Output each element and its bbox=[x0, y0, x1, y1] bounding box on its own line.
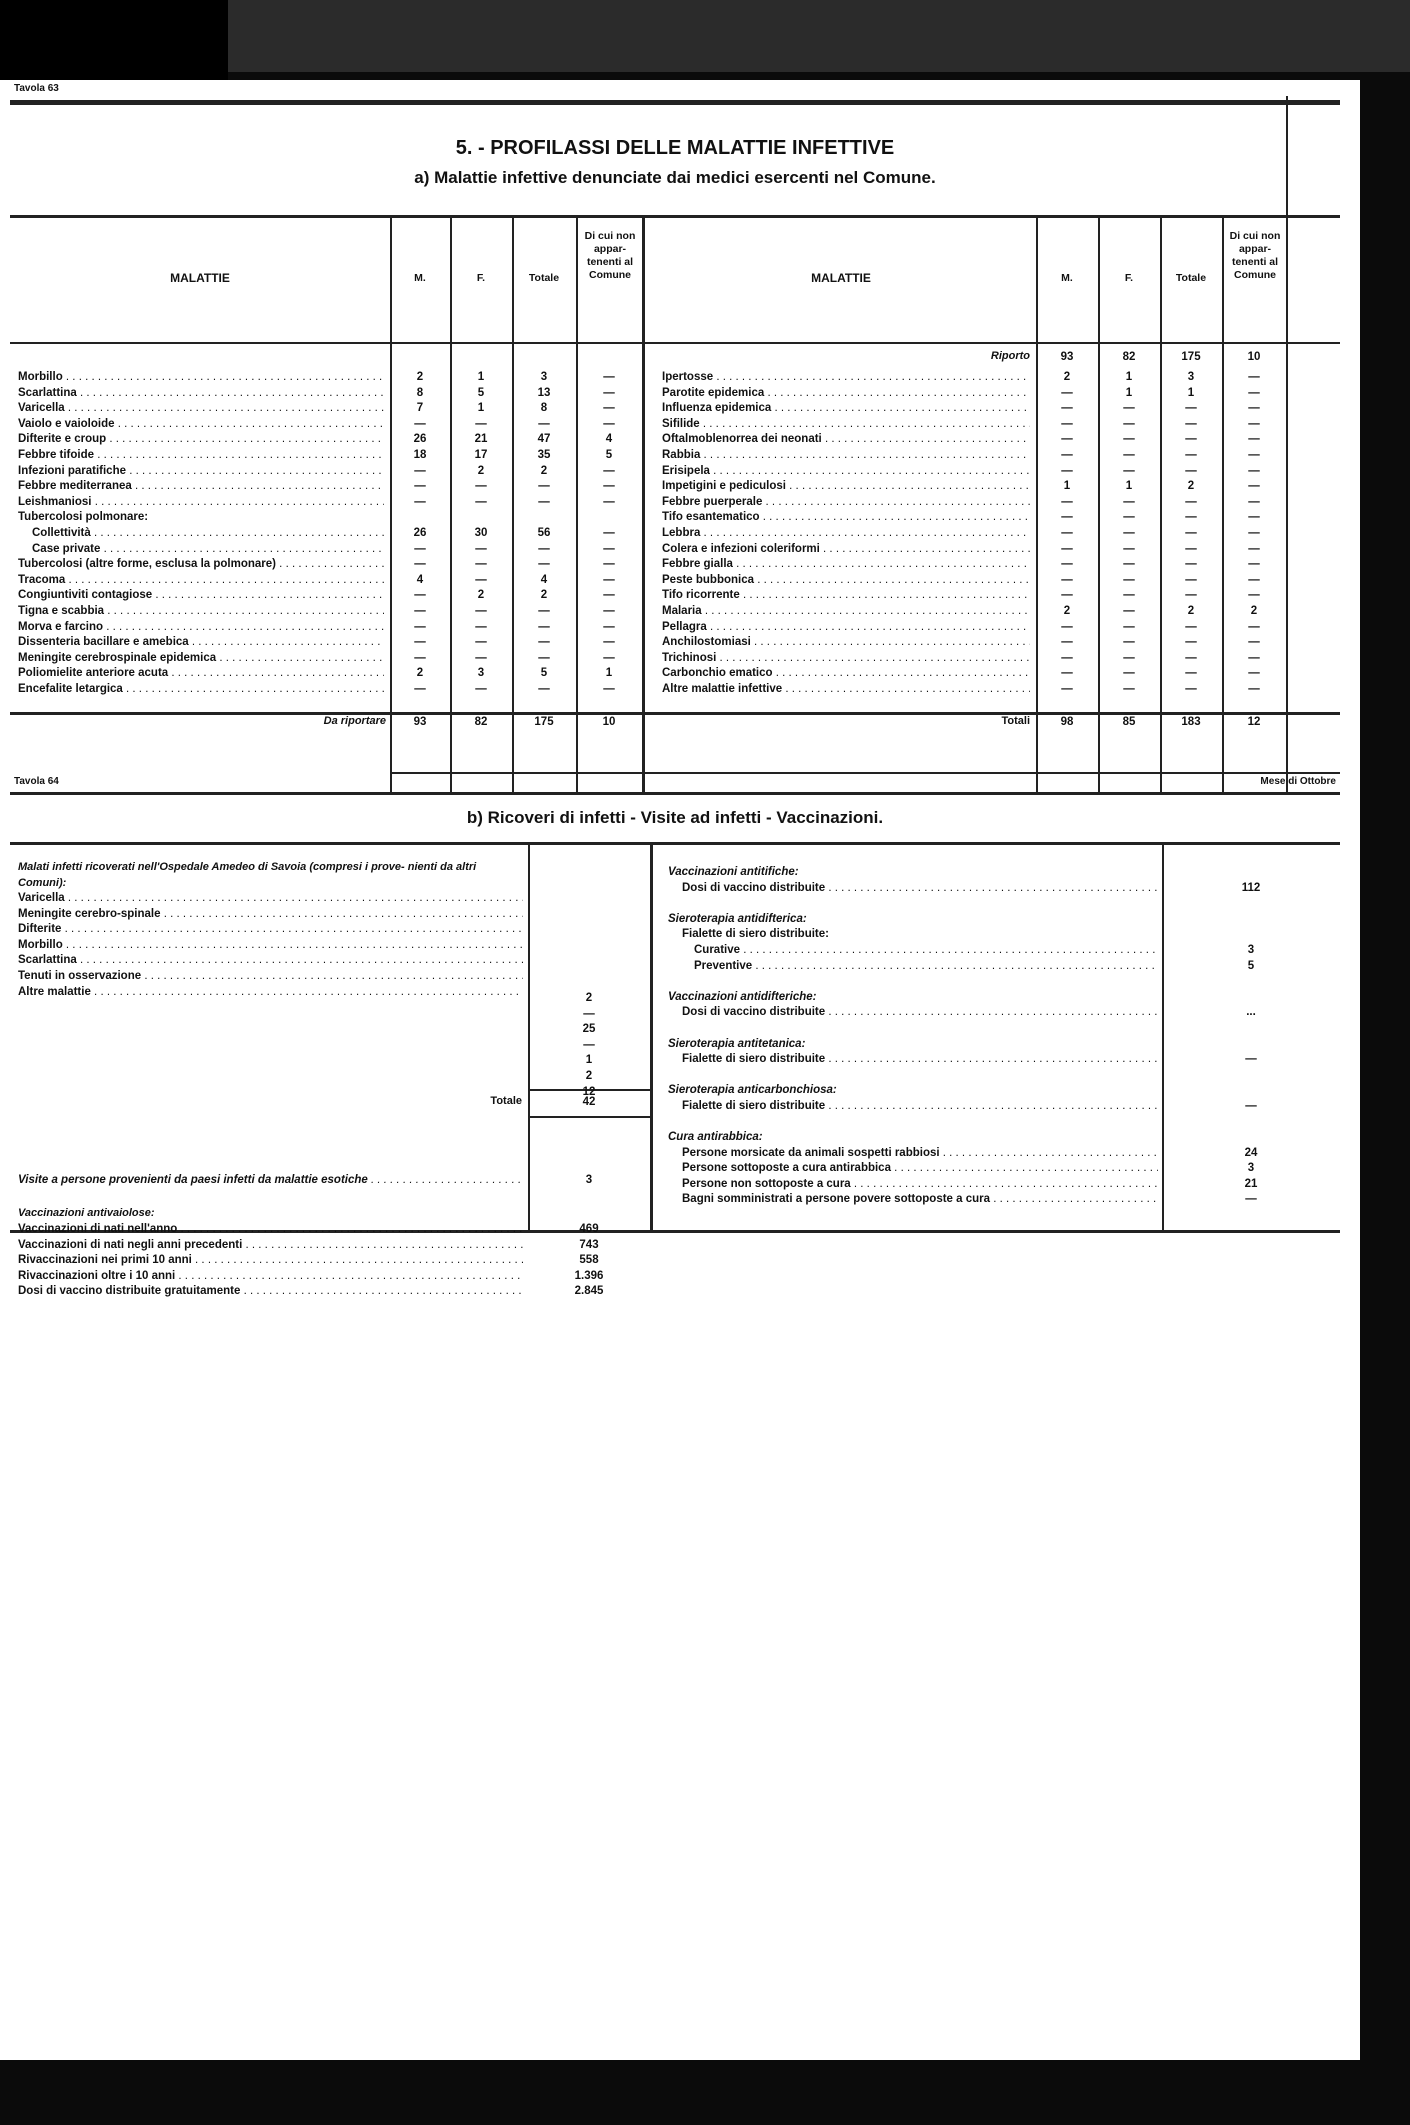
row-label: Altre malattie . . . bbox=[18, 985, 523, 1001]
cell: — bbox=[1061, 417, 1073, 430]
cell: 1 bbox=[1125, 371, 1133, 383]
cell: — bbox=[1185, 433, 1197, 446]
row-label: Erisipela . . . bbox=[662, 464, 1030, 480]
cell: — bbox=[1061, 667, 1073, 680]
cell: — bbox=[1061, 651, 1073, 664]
cell: — bbox=[414, 589, 426, 602]
cell: 30 bbox=[474, 526, 488, 539]
cell: — bbox=[1185, 651, 1197, 664]
cell: 2 bbox=[585, 992, 593, 1004]
cell: — bbox=[538, 542, 550, 555]
cell: — bbox=[583, 1038, 595, 1051]
cell: — bbox=[1245, 1099, 1257, 1112]
cell: — bbox=[1185, 573, 1197, 586]
row-label: Sifilide . . . bbox=[662, 417, 1030, 433]
row-label: Febbre puerperale . . . bbox=[662, 495, 1030, 511]
row-label: Varicella . . . bbox=[18, 891, 523, 907]
row-label: Anchilostomiasi . . . bbox=[662, 635, 1030, 651]
cell: 5 bbox=[477, 386, 485, 399]
tavola-63-label: Tavola 63 bbox=[14, 83, 59, 94]
row-label: Carbonchio ematico . . . bbox=[662, 666, 1030, 682]
row-label: Persone morsicate da animali sospetti rabbiosi . . . bbox=[668, 1146, 1158, 1162]
cell: — bbox=[475, 417, 487, 430]
cell: — bbox=[414, 682, 426, 695]
header-dicui-left: Di cui non appar- tenenti al Comune bbox=[584, 230, 636, 281]
cell: — bbox=[1185, 464, 1197, 477]
cell: 2 bbox=[1250, 604, 1258, 617]
cell: — bbox=[475, 480, 487, 493]
cell: 2 bbox=[540, 464, 548, 477]
header-totale-left: Totale bbox=[528, 272, 560, 284]
row-label: Vaccinazioni di nati negli anni precedenti . . . bbox=[18, 1238, 523, 1254]
cell: — bbox=[1123, 682, 1135, 695]
cell: — bbox=[1248, 620, 1260, 633]
t63-riporto-label: Riporto bbox=[990, 350, 1030, 362]
cell: — bbox=[1123, 448, 1135, 461]
row-label: Malaria . . . bbox=[662, 604, 1030, 620]
row-label: Vaiolo e vaioloide . . . bbox=[18, 417, 384, 433]
row-label: Sieroterapia antitetanica: bbox=[668, 1037, 806, 1050]
cell: — bbox=[1061, 558, 1073, 571]
row-label: Tenuti in osservazione . . . bbox=[18, 969, 523, 985]
row-label: Scarlattina . . . bbox=[18, 386, 384, 402]
row-label: Pellagra . . . bbox=[662, 620, 1030, 636]
cell: — bbox=[475, 604, 487, 617]
cell: 175 bbox=[534, 716, 554, 728]
cell: — bbox=[538, 495, 550, 508]
cell: — bbox=[1061, 620, 1073, 633]
cell: 5 bbox=[540, 667, 548, 680]
cell: — bbox=[1123, 402, 1135, 415]
cell: — bbox=[1061, 682, 1073, 695]
cell: — bbox=[1061, 526, 1073, 539]
cell: — bbox=[1185, 636, 1197, 649]
cell: — bbox=[603, 651, 615, 664]
cell: — bbox=[1248, 526, 1260, 539]
row-label: Vaccinazioni antidifteriche: bbox=[668, 990, 817, 1003]
cell: — bbox=[1248, 542, 1260, 555]
cell: — bbox=[1248, 464, 1260, 477]
cell: 1 bbox=[1063, 480, 1071, 493]
cell: 175 bbox=[1181, 351, 1201, 363]
row-label: Fialette di siero distribuite: bbox=[682, 928, 829, 941]
cell: — bbox=[1248, 386, 1260, 399]
cell: — bbox=[1185, 667, 1197, 680]
cell: — bbox=[1061, 542, 1073, 555]
cell: — bbox=[603, 495, 615, 508]
cell: — bbox=[1061, 589, 1073, 602]
cell: 2 bbox=[416, 667, 424, 680]
cell: 3 bbox=[1187, 371, 1195, 383]
row-label: Infezioni paratifiche . . . bbox=[18, 464, 384, 480]
cell: — bbox=[1185, 589, 1197, 602]
cell: 743 bbox=[579, 1238, 599, 1251]
row-label: Sieroterapia anticarbonchiosa: bbox=[668, 1084, 837, 1097]
row-label: Peste bubbonica . . . bbox=[662, 573, 1030, 589]
cell: 10 bbox=[602, 716, 616, 728]
tavola-64-label: Tavola 64 bbox=[14, 776, 59, 787]
cell: — bbox=[475, 682, 487, 695]
cell: 13 bbox=[537, 386, 551, 399]
row-label: Curative . . . bbox=[668, 943, 1158, 959]
cell: — bbox=[414, 558, 426, 571]
row-label: Varicella . . . bbox=[18, 401, 384, 417]
cell: 2 bbox=[416, 371, 424, 383]
t63-totali-label: Totali bbox=[1001, 715, 1030, 727]
cell: 558 bbox=[579, 1254, 599, 1267]
antivaiolose-labels-cont bbox=[18, 1238, 523, 1300]
row-label: Altre malattie infettive . . . bbox=[662, 682, 1030, 698]
row-label: Tifo esantematico . . . bbox=[662, 510, 1030, 526]
cell: 469 bbox=[579, 1223, 599, 1235]
cell: 2 bbox=[585, 1069, 593, 1082]
row-label: Dosi di vaccino distribuite . . . bbox=[668, 1005, 1158, 1021]
cell: 4 bbox=[605, 433, 613, 446]
cell: 1 bbox=[585, 1054, 593, 1067]
cell: 82 bbox=[474, 716, 488, 728]
cell: — bbox=[1123, 417, 1135, 430]
cell: 1.396 bbox=[574, 1269, 604, 1282]
row-label: Febbre mediterranea . . . bbox=[18, 479, 384, 495]
cell: 3 bbox=[477, 667, 485, 680]
cell: — bbox=[603, 464, 615, 477]
antivaiolose-values bbox=[528, 1222, 650, 1300]
cell: 1 bbox=[1125, 480, 1133, 493]
cell: — bbox=[603, 526, 615, 539]
cell: 35 bbox=[537, 448, 551, 461]
cell: — bbox=[475, 495, 487, 508]
row-label: Tubercolosi (altre forme, esclusa la polmonare) . . . bbox=[18, 557, 384, 573]
cell: — bbox=[1248, 371, 1260, 383]
cell: 2 bbox=[1063, 604, 1071, 617]
cell: — bbox=[538, 682, 550, 695]
cell: — bbox=[1248, 448, 1260, 461]
cell: — bbox=[1248, 682, 1260, 695]
row-label: Impetigini e pediculosi . . . bbox=[662, 479, 1030, 495]
cell: — bbox=[1248, 667, 1260, 680]
cell: — bbox=[603, 682, 615, 695]
cell: — bbox=[1248, 651, 1260, 664]
cell: 24 bbox=[1244, 1146, 1258, 1159]
header-f-right: F. bbox=[1124, 272, 1134, 284]
cell: 21 bbox=[1244, 1177, 1258, 1190]
row-label: Difterite e croup . . . bbox=[18, 432, 384, 448]
cell: 7 bbox=[416, 402, 424, 415]
cell: — bbox=[603, 386, 615, 399]
row-label: Difterite . . . bbox=[18, 922, 523, 938]
cell: 1 bbox=[1187, 386, 1195, 399]
cell: 5 bbox=[1247, 959, 1255, 972]
row-label: Ipertosse . . . bbox=[662, 370, 1030, 386]
cell: — bbox=[603, 402, 615, 415]
cell: — bbox=[603, 558, 615, 571]
cell: — bbox=[1248, 495, 1260, 508]
row-label: Meningite cerebro-spinale . . . bbox=[18, 907, 523, 923]
header-m-left: M. bbox=[414, 272, 426, 284]
cell: 183 bbox=[1181, 716, 1201, 728]
row-label: Cura antirabbica: bbox=[668, 1131, 763, 1144]
cell: 2 bbox=[477, 464, 485, 477]
cell: 18 bbox=[413, 448, 427, 461]
cell: 2 bbox=[1187, 604, 1195, 617]
row-label: Congiuntiviti contagiose . . . bbox=[18, 588, 384, 604]
cell: — bbox=[583, 1007, 595, 1020]
row-label: Vaccinazioni di nati nell'anno . . . bbox=[18, 1222, 523, 1238]
cell: 1 bbox=[477, 402, 485, 415]
header-totale-right: Totale bbox=[1175, 272, 1207, 284]
cell: 3 bbox=[1247, 1162, 1255, 1175]
cell: — bbox=[1248, 433, 1260, 446]
cell: — bbox=[1185, 526, 1197, 539]
cell: 47 bbox=[537, 433, 551, 446]
cell: — bbox=[1245, 1193, 1257, 1206]
cell: — bbox=[1123, 604, 1135, 617]
cell: — bbox=[414, 604, 426, 617]
cell: — bbox=[1061, 433, 1073, 446]
cell: 12 bbox=[1247, 716, 1261, 728]
cell: — bbox=[475, 620, 487, 633]
cell: 82 bbox=[1122, 351, 1136, 363]
cell: — bbox=[538, 651, 550, 664]
cell: — bbox=[538, 480, 550, 493]
row-label: Tubercolosi polmonare: bbox=[18, 511, 149, 524]
cell: 4 bbox=[540, 573, 548, 586]
cell: — bbox=[603, 636, 615, 649]
t63-subtitle: a) Malattie infettive denunciate dai medici esercenti nel Comune. bbox=[414, 168, 936, 187]
scan-top-corner bbox=[0, 0, 228, 90]
cell: — bbox=[1061, 448, 1073, 461]
ricoverati-totale: 42 bbox=[582, 1096, 596, 1108]
row-label: Influenza epidemica . . . bbox=[662, 401, 1030, 417]
cell: 1 bbox=[477, 371, 485, 383]
cell: 3 bbox=[540, 371, 548, 383]
cell: — bbox=[1185, 495, 1197, 508]
row-label: Tigna e scabbia . . . bbox=[18, 604, 384, 620]
t63-da-riportare-label: Da riportare bbox=[323, 715, 386, 727]
cell: — bbox=[1123, 464, 1135, 477]
cell: — bbox=[1185, 620, 1197, 633]
row-label: Morva e farcino . . . bbox=[18, 620, 384, 636]
cell: — bbox=[1061, 573, 1073, 586]
cell: — bbox=[1185, 417, 1197, 430]
cell: — bbox=[603, 589, 615, 602]
cell: — bbox=[1123, 636, 1135, 649]
cell: — bbox=[1123, 542, 1135, 555]
cell: 2 bbox=[1063, 371, 1071, 383]
cell: — bbox=[414, 651, 426, 664]
cell: — bbox=[1061, 511, 1073, 524]
header-malattie-left: MALATTIE bbox=[170, 271, 230, 285]
cell: — bbox=[1123, 651, 1135, 664]
row-label: Leishmaniosi . . . bbox=[18, 495, 384, 511]
cell: 1 bbox=[1125, 386, 1133, 399]
cell: 93 bbox=[1060, 351, 1074, 363]
cell: — bbox=[414, 542, 426, 555]
row-label: Preventive . . . bbox=[668, 959, 1158, 975]
row-label: Persone non sottoposte a cura . . . bbox=[668, 1177, 1158, 1193]
t64-subtitle: b) Ricoveri di infetti - Visite ad infetti - Vaccinazioni. bbox=[466, 808, 884, 827]
cell: — bbox=[1061, 636, 1073, 649]
row-label: Vaccinazioni antitifiche: bbox=[668, 866, 799, 878]
header-f-left: F. bbox=[476, 272, 486, 284]
cell: — bbox=[538, 604, 550, 617]
row-label: Sieroterapia antidifterica: bbox=[668, 912, 807, 925]
cell: — bbox=[1123, 589, 1135, 602]
row-label: Trichinosi . . . bbox=[662, 651, 1030, 667]
cell: — bbox=[1123, 620, 1135, 633]
cell: — bbox=[414, 480, 426, 493]
row-label: Rivaccinazioni nei primi 10 anni . . . bbox=[18, 1253, 523, 1269]
cell: — bbox=[538, 636, 550, 649]
ricoverati-title: Malati infetti ricoverati nell'Ospedale Amedeo di Savoia (compresi i prove- nienti da altri Comuni): bbox=[18, 861, 477, 889]
cell: — bbox=[603, 417, 615, 430]
cell: 26 bbox=[413, 433, 427, 446]
cell: — bbox=[1185, 511, 1197, 524]
cell: — bbox=[414, 417, 426, 430]
cell: — bbox=[1245, 1053, 1257, 1066]
cell: — bbox=[475, 651, 487, 664]
cell: — bbox=[414, 636, 426, 649]
cell: 3 bbox=[1247, 943, 1255, 956]
row-label: Fialette di siero distribuite . . . bbox=[668, 1099, 1158, 1115]
cell: — bbox=[603, 620, 615, 633]
cell: — bbox=[1185, 682, 1197, 695]
cell: 21 bbox=[474, 433, 488, 446]
cell: — bbox=[414, 620, 426, 633]
cell: 98 bbox=[1060, 716, 1074, 728]
header-m-right: M. bbox=[1061, 272, 1073, 284]
cell: 26 bbox=[413, 526, 427, 539]
cell: — bbox=[603, 542, 615, 555]
cell: 85 bbox=[1122, 716, 1136, 728]
row-label: Morbillo . . . bbox=[18, 938, 523, 954]
cell: — bbox=[475, 573, 487, 586]
row-label: Persone sottoposte a cura antirabbica . . . bbox=[668, 1161, 1158, 1177]
ricoverati-totale-label: Totale bbox=[490, 1095, 522, 1107]
cell: — bbox=[1248, 417, 1260, 430]
cell: — bbox=[1185, 558, 1197, 571]
row-label: Rivaccinazioni oltre i 10 anni . . . bbox=[18, 1269, 523, 1285]
cell: 2 bbox=[1187, 480, 1195, 493]
cell: 2 bbox=[540, 589, 548, 602]
cell: 93 bbox=[413, 716, 427, 728]
cell: — bbox=[1123, 495, 1135, 508]
row-label: Scarlattina . . . bbox=[18, 953, 523, 969]
row-label: Bagni somministrati a persone povere sottoposte a cura . . . bbox=[668, 1192, 1158, 1208]
cell: — bbox=[1061, 402, 1073, 415]
row-label: Dosi di vaccino distribuite . . . bbox=[668, 881, 1158, 897]
cell: — bbox=[1248, 511, 1260, 524]
cell: — bbox=[538, 417, 550, 430]
cell: — bbox=[538, 558, 550, 571]
cell: 8 bbox=[416, 386, 424, 399]
cell: 56 bbox=[537, 526, 551, 539]
row-label: Rabbia . . . bbox=[662, 448, 1030, 464]
header-dicui-right: Di cui non appar- tenenti al Comune bbox=[1229, 230, 1281, 281]
header-malattie-right: MALATTIE bbox=[811, 271, 871, 285]
cell: 2 bbox=[477, 589, 485, 602]
cell: — bbox=[1061, 495, 1073, 508]
cell: 8 bbox=[540, 402, 548, 415]
row-label: Fialette di siero distribuite . . . bbox=[668, 1052, 1158, 1068]
cell: — bbox=[1123, 558, 1135, 571]
cell: — bbox=[1248, 636, 1260, 649]
cell: — bbox=[1248, 573, 1260, 586]
row-label: Oftalmoblenorrea dei neonati . . . bbox=[662, 432, 1030, 448]
row-label: Morbillo . . . bbox=[18, 370, 384, 386]
cell: — bbox=[603, 604, 615, 617]
cell: — bbox=[538, 620, 550, 633]
cell: 10 bbox=[1247, 351, 1261, 363]
cell: — bbox=[1185, 448, 1197, 461]
cell: — bbox=[1123, 511, 1135, 524]
cell: — bbox=[1061, 386, 1073, 399]
cell: — bbox=[475, 558, 487, 571]
cell: — bbox=[475, 542, 487, 555]
cell: — bbox=[1061, 464, 1073, 477]
cell: 12 bbox=[582, 1085, 596, 1098]
row-label: Poliomielite anteriore acuta . . . bbox=[18, 666, 384, 682]
cell: — bbox=[1185, 402, 1197, 415]
cell: — bbox=[475, 636, 487, 649]
visite-value: 3 bbox=[585, 1174, 593, 1186]
cell: — bbox=[1248, 589, 1260, 602]
cell: — bbox=[1248, 480, 1260, 493]
cell: — bbox=[603, 371, 615, 383]
row-label: Tifo ricorrente . . . bbox=[662, 588, 1030, 604]
cell: — bbox=[414, 464, 426, 477]
row-label: Lebbra . . . bbox=[662, 526, 1030, 542]
cell: 17 bbox=[474, 448, 488, 461]
row-label: Febbre gialla . . . bbox=[662, 557, 1030, 573]
cell: 25 bbox=[582, 1023, 596, 1036]
row-label: Encefalite letargica . . . bbox=[18, 682, 384, 698]
row-label: Meningite cerebrospinale epidemica . . . bbox=[18, 651, 384, 667]
row-label: Case private . . . bbox=[18, 542, 384, 558]
cell: — bbox=[414, 495, 426, 508]
cell: ... bbox=[1246, 1006, 1256, 1019]
cell: — bbox=[1248, 558, 1260, 571]
t63-title: 5. - PROFILASSI DELLE MALATTIE INFETTIVE bbox=[455, 137, 895, 159]
cell: — bbox=[603, 573, 615, 586]
page-continuation bbox=[0, 80, 1360, 2060]
cell: 112 bbox=[1241, 881, 1261, 894]
cell: 2.845 bbox=[574, 1285, 604, 1298]
cell: — bbox=[1123, 667, 1135, 680]
antivaiolose-title: Vaccinazioni antivaiolose: bbox=[18, 1207, 155, 1219]
cell: — bbox=[1123, 526, 1135, 539]
row-label: Febbre tifoide . . . bbox=[18, 448, 384, 464]
cell: — bbox=[1185, 542, 1197, 555]
row-label: Dosi di vaccino distribuite gratuitamente . . . bbox=[18, 1284, 523, 1300]
row-label: Tracoma . . . bbox=[18, 573, 384, 589]
cell: 1 bbox=[605, 667, 613, 680]
cell: — bbox=[603, 480, 615, 493]
cell: 5 bbox=[605, 448, 613, 461]
row-label: Colera e infezioni coleriformi . . . bbox=[662, 542, 1030, 558]
cell: — bbox=[1248, 402, 1260, 415]
cell: — bbox=[1123, 433, 1135, 446]
cell: — bbox=[1123, 573, 1135, 586]
cell: 4 bbox=[416, 573, 424, 586]
row-label: Collettività . . . bbox=[18, 526, 384, 542]
row-label: Visite a persone provenienti da paesi infetti da malattie esotiche . . . bbox=[18, 1173, 523, 1189]
row-label: Parotite epidemica . . . bbox=[662, 386, 1030, 402]
row-label: Dissenteria bacillare e amebica . . . bbox=[18, 635, 384, 651]
t64-mese: Mese di Ottobre bbox=[1260, 776, 1336, 787]
